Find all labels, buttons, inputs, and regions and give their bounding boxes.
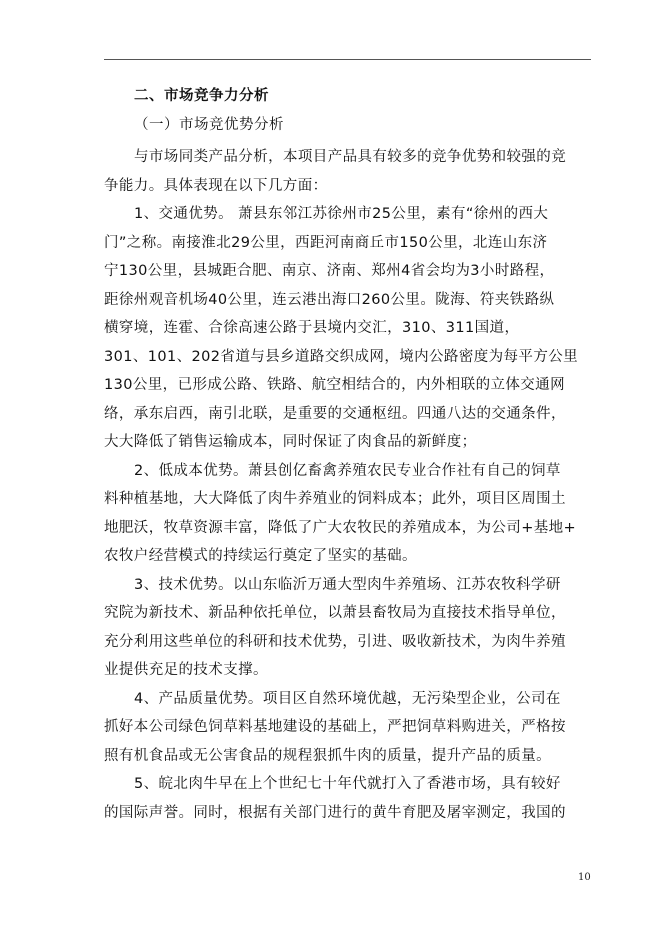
text-line: 门”之称。南接淮北29公里，西距河南商丘市150公里，北连山东济: [104, 234, 548, 251]
page-number: 10: [578, 872, 591, 883]
text-line: 130公里，已形成公路、铁路、航空相结合的，内外相联的立体交通网: [104, 377, 565, 393]
page-content: [104, 86, 591, 827]
text-line: 与市场同类产品分析，本项目产品具有较多的竞争优势和较强的竞: [134, 149, 567, 165]
text-line: 2、低成本优势。萧县创亿畜禽养殖农民专业合作社有自己的饲草: [134, 462, 561, 479]
paragraph: [104, 143, 591, 200]
text-line: 料种植基地，大大降低了肉牛养殖业的饲料成本；此外，项目区周围土: [104, 491, 566, 507]
text-line: 宁130公里，县城距合肥、南京、济南、郑州4省会均为3小时路程，: [104, 263, 555, 279]
text-line: 地肥沃，牧草资源丰富，降低了广大农牧民的养殖成本，为公司+基地+: [104, 519, 577, 536]
text-line: 农牧户经营模式的持续运行奠定了坚实的基础。: [104, 548, 417, 564]
text-line: 4、产品质量优势。项目区自然环境优越，无污染型企业，公司在: [134, 690, 561, 707]
text-line: 充分利用这些单位的科研和技术优势，引进、吸收新技术，为肉牛养殖: [104, 633, 566, 650]
text-line: 距徐州观音机场40公里，连云港出海口260公里。陇海、符夹铁路纵: [104, 291, 555, 308]
section-heading: 二、市场竞争力分析: [134, 88, 269, 104]
paragraph: [104, 200, 591, 457]
paragraph: [104, 457, 591, 571]
text-line: 究院为新技术、新品种依托单位，以萧县畜牧局为直接技术指导单位，: [104, 605, 566, 621]
body-text: [104, 143, 591, 827]
text-line: 的国际声誉。同时，根据有关部门进行的黄牛育肥及屠宰测定，我国的: [104, 804, 566, 821]
text-line: 照有机食品或无公害食品的规程狠抓牛肉的质量，提升产品的质量。: [104, 747, 551, 764]
header-rule: [104, 59, 591, 60]
text-line: 抓好本公司绿色饲草料基地建设的基础上，严把饲草料购进关，严格按: [104, 719, 566, 735]
text-line: 业提供充足的技术支撑。: [104, 662, 268, 678]
text-line: 络，承东启西，南引北联，是重要的交通枢纽。四通八达的交通条件，: [104, 405, 566, 422]
text-line: 争能力。具体表现在以下几方面：: [104, 177, 328, 194]
text-line: 5、皖北肉牛早在上个世纪七十年代就打入了香港市场，具有较好: [134, 776, 561, 792]
text-line: 3、技术优势。以山东临沂万通大型肉牛养殖场、江苏农牧科学研: [134, 576, 561, 593]
text-line: 1、交通优势。 萧县东邻江苏徐州市25公里，素有“徐州的西大: [134, 206, 549, 222]
paragraph: [104, 571, 591, 685]
text-line: 301、101、202省道与县乡道路交织成网，境内公路密度为每平方公里: [104, 348, 579, 365]
subsection-heading: （一）市场竞优势分析: [134, 117, 284, 133]
paragraph: [104, 685, 591, 771]
text-line: 横穿境，连霍、合徐高速公路于县境内交汇，310、311国道，: [104, 320, 520, 336]
paragraph: [104, 770, 591, 827]
text-line: 大大降低了销售运输成本，同时保证了肉食品的新鲜度；: [104, 434, 477, 450]
